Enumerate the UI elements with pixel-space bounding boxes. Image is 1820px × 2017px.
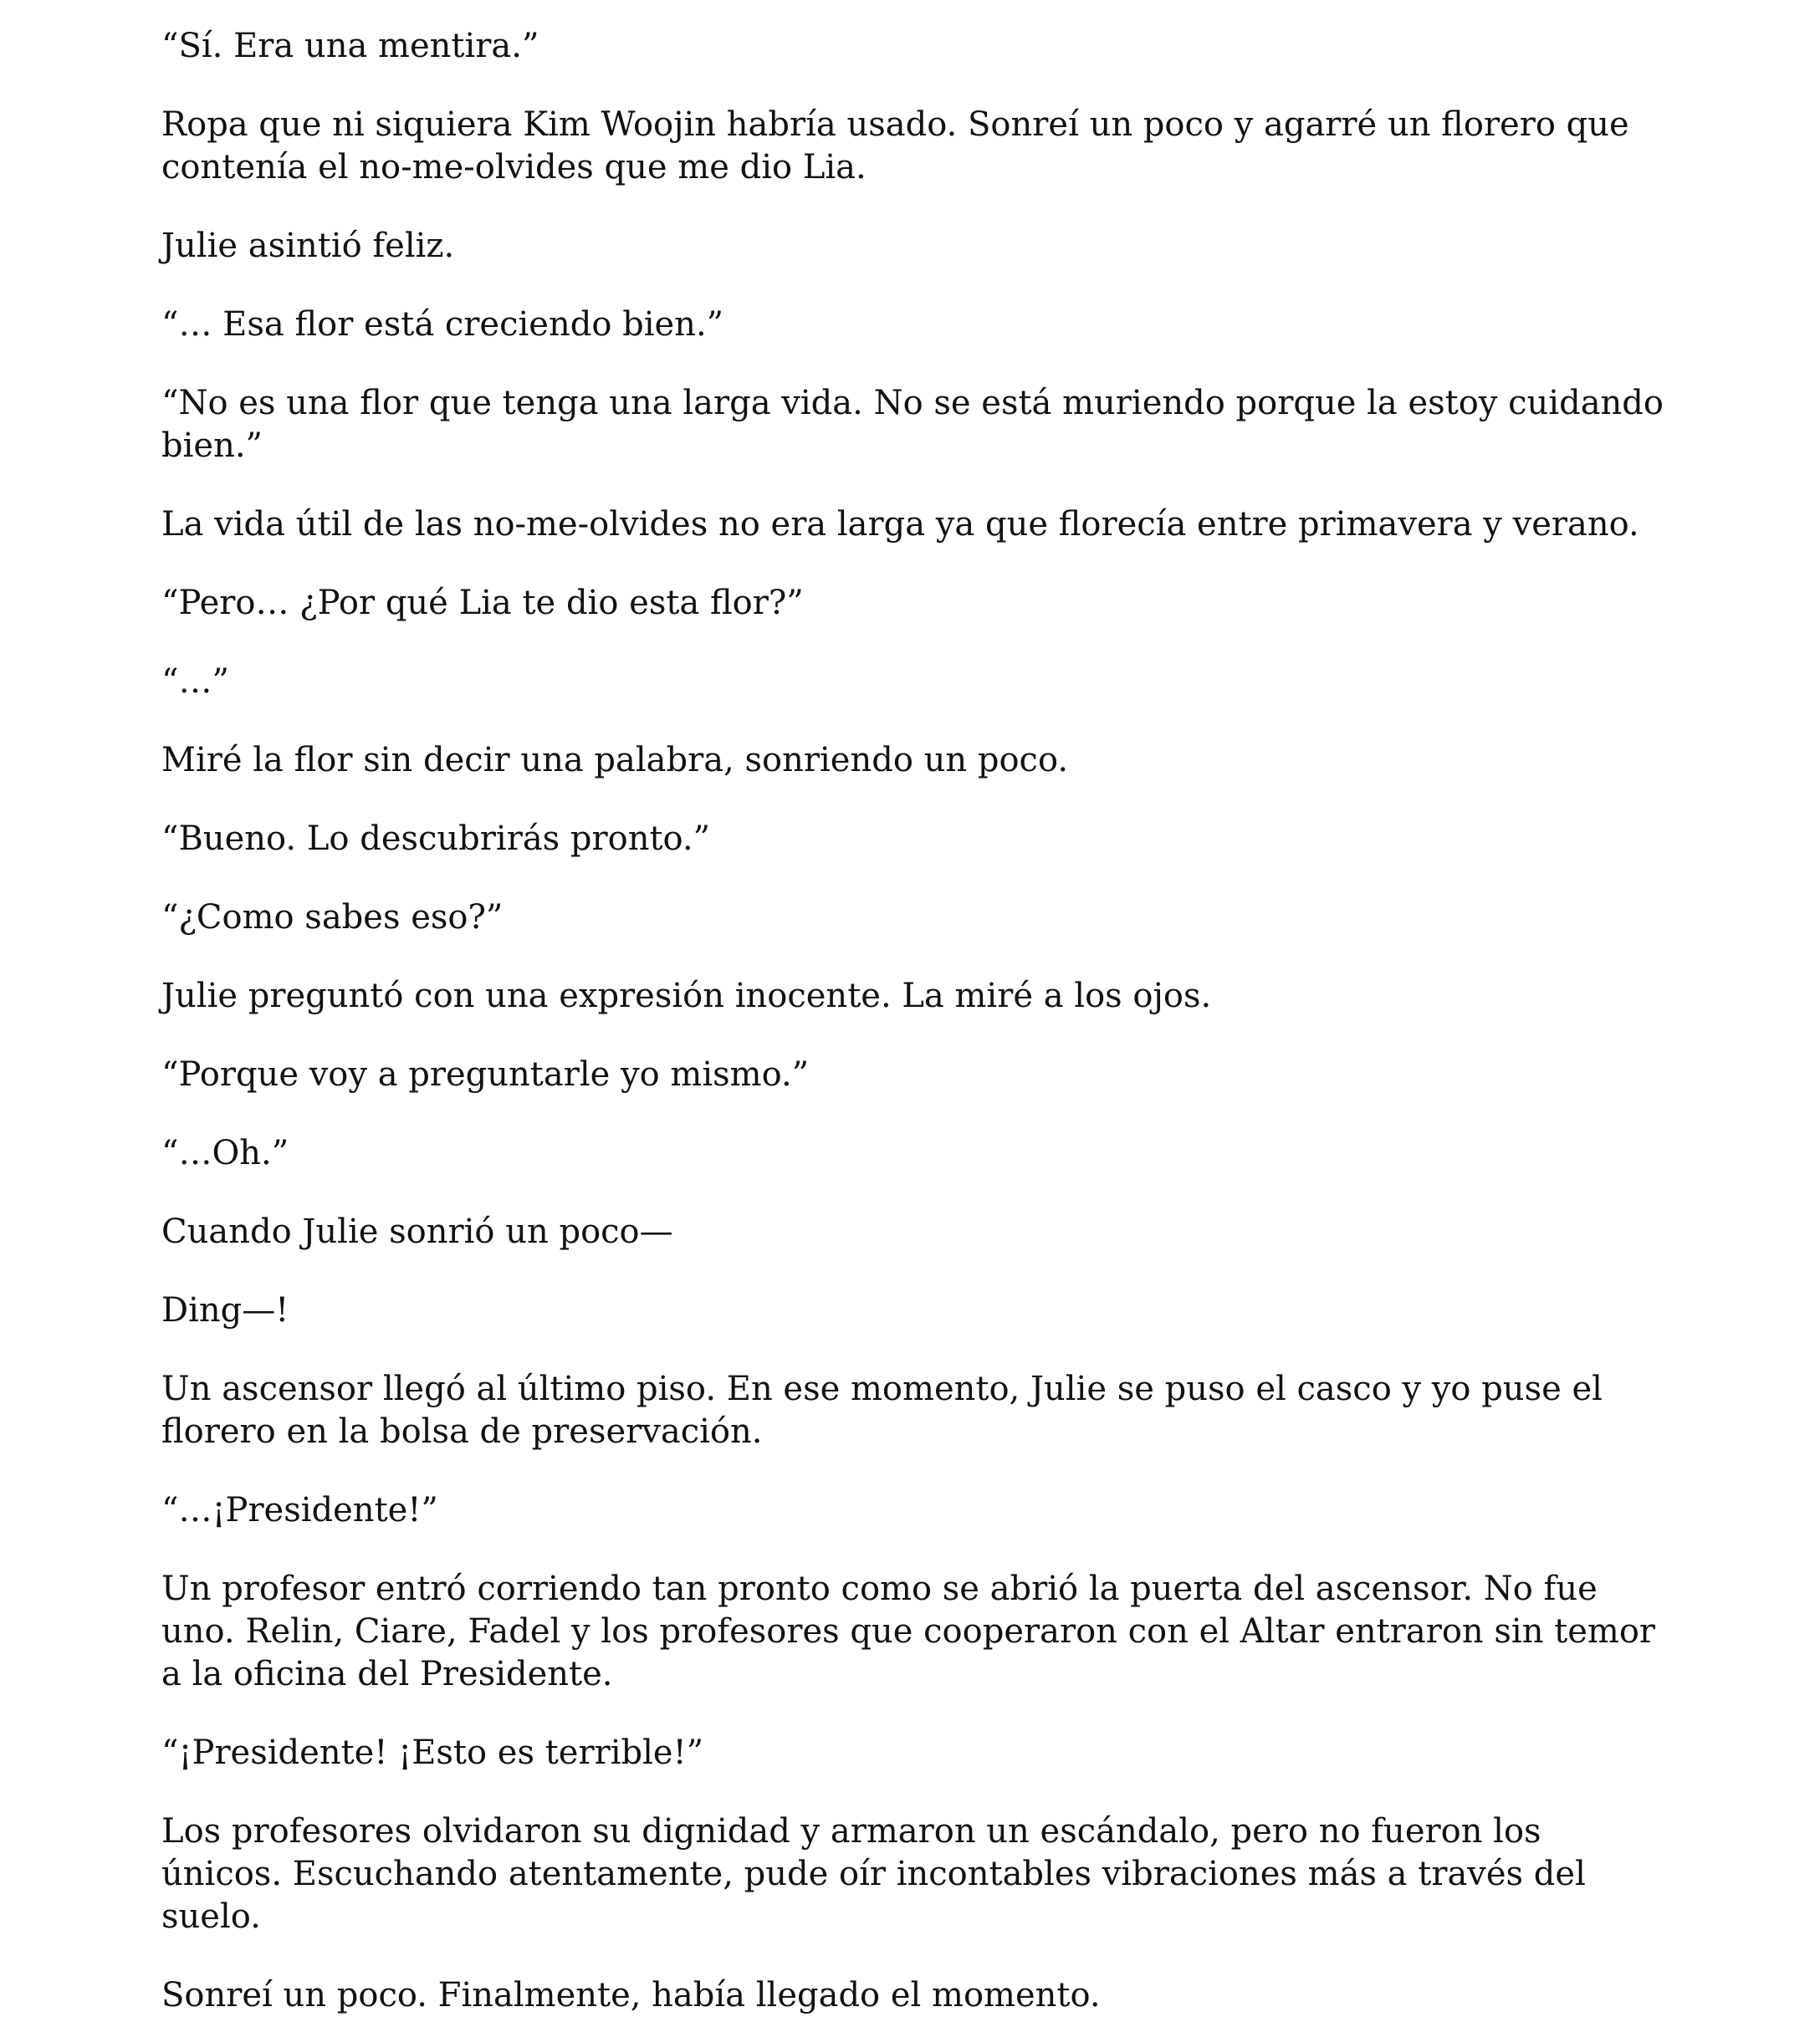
paragraph-6: La vida útil de las no-me-olvides no era larga ya que florecía entre primavera y verano. bbox=[161, 505, 1639, 544]
paragraph-8: “…” bbox=[161, 662, 229, 701]
paragraph-18: “…¡Presidente!” bbox=[161, 1491, 438, 1529]
paragraph-14: “…Oh.” bbox=[161, 1134, 289, 1172]
paragraph-15: Cuando Julie sonrió un poco— bbox=[161, 1213, 673, 1251]
paragraph-21: Los profesores olvidaron su dignidad y armaron un escándalo, pero no fueron los únicos. Escuchando atentamente, pude oír incontables vibraciones más a través del suelo. bbox=[161, 1812, 1586, 1936]
paragraph-5: “No es una flor que tenga una larga vida. No se está muriendo porque la estoy cuidando bien.” bbox=[161, 384, 1664, 465]
paragraph-11: “¿Como sabes eso?” bbox=[161, 898, 504, 937]
paragraph-1: “Sí. Era una mentira.” bbox=[161, 27, 539, 65]
paragraph-12: Julie preguntó con una expresión inocente. La miré a los ojos. bbox=[161, 977, 1212, 1015]
paragraph-2: Ropa que ni siquiera Kim Woojin habría usado. Sonreí un poco y agarré un florero que contenía el no-me-olvides que me dio Lia. bbox=[161, 105, 1629, 186]
paragraph-4: “… Esa flor está creciendo bien.” bbox=[161, 305, 724, 344]
story-text bbox=[161, 25, 1667, 2017]
paragraph-7: “Pero… ¿Por qué Lia te dio esta flor?” bbox=[161, 584, 804, 622]
paragraph-17: Un ascensor llegó al último piso. En ese momento, Julie se puso el casco y yo puse el florero en la bolsa de preservación. bbox=[161, 1370, 1603, 1451]
paragraph-9: Miré la flor sin decir una palabra, sonriendo un poco. bbox=[161, 741, 1069, 779]
paragraph-16: Ding—! bbox=[161, 1291, 289, 1330]
paragraph-13: “Porque voy a preguntarle yo mismo.” bbox=[161, 1055, 810, 1094]
paragraph-22: Sonreí un poco. Finalmente, había llegado el momento. bbox=[161, 1976, 1101, 2014]
paragraph-3: Julie asintió feliz. bbox=[161, 227, 455, 265]
paragraph-10: “Bueno. Lo descubrirás pronto.” bbox=[161, 820, 711, 858]
paragraph-19: Un profesor entró corriendo tan pronto como se abrió la puerta del ascensor. No fue uno. Relin, Ciare, Fadel y los profesores que cooperaron con el Altar entraron sin temor a la oficina del Presidente. bbox=[161, 1570, 1656, 1693]
paragraph-20: “¡Presidente! ¡Esto es terrible!” bbox=[161, 1734, 704, 1772]
